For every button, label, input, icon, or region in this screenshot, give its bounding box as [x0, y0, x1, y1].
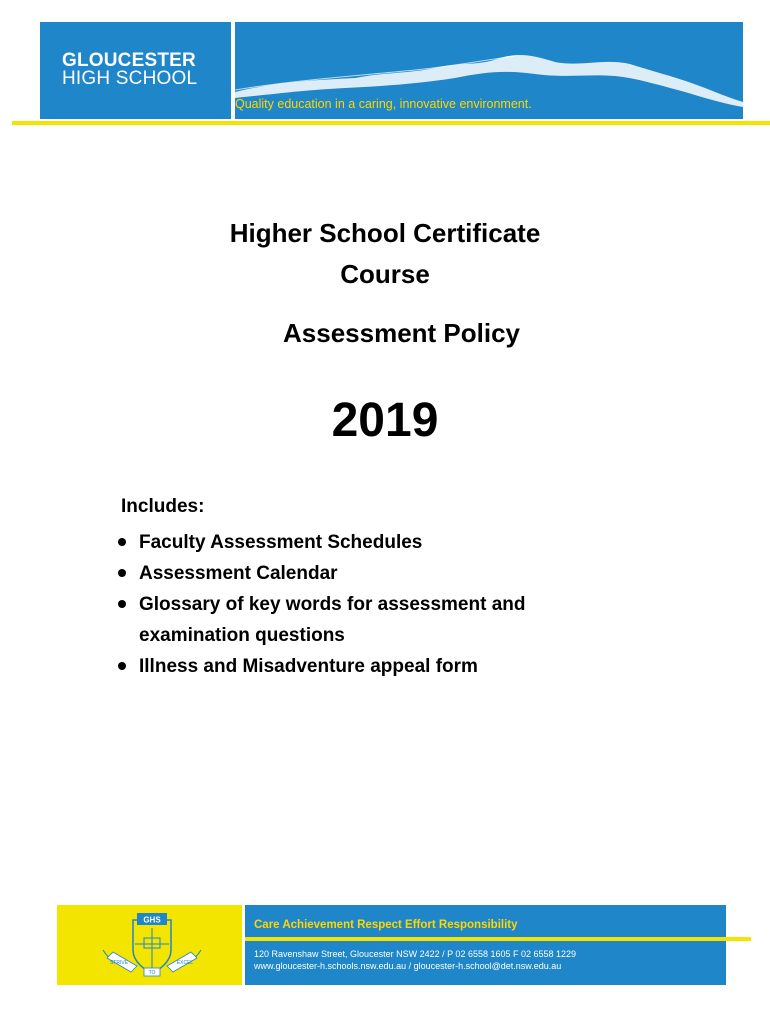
tagline: Quality education in a caring, innovative environment. — [235, 97, 532, 111]
list-item-text: Assessment Calendar — [139, 563, 338, 584]
document-year: 2019 — [331, 394, 439, 447]
document-subtitle: Assessment Policy — [283, 318, 521, 348]
includes-heading: Includes: — [121, 496, 205, 517]
school-name — [62, 52, 197, 88]
footer-info-panel — [245, 905, 726, 985]
list-item-text: Illness and Misadventure appeal form — [139, 656, 478, 677]
bullet-icon — [118, 569, 126, 577]
school-name-line2: HIGH SCHOOL — [62, 68, 198, 89]
list-item-text: Glossary of key words for assessment and examination questions — [139, 594, 526, 646]
school-crest-icon — [97, 910, 207, 982]
crest-label: GHS — [143, 915, 161, 925]
includes-list — [115, 527, 615, 682]
school-name-line1: GLOUCESTER — [62, 50, 196, 71]
list-item — [115, 589, 615, 651]
list-item — [115, 558, 615, 589]
school-contact-web: www.gloucester-h.schools.nsw.edu.au / gloucester-h.school@det.nsw.edu.au — [254, 961, 562, 971]
document-title-line1: Higher School Certificate — [229, 218, 541, 248]
school-address: 120 Ravenshaw Street, Gloucester NSW 2422 / P 02 6558 1605 F 02 6558 1229 — [254, 949, 577, 959]
list-item — [115, 527, 615, 558]
bullet-icon — [118, 538, 126, 546]
crest-motto-left: STRIVE — [109, 960, 129, 966]
list-item-text: Faculty Assessment Schedules — [139, 532, 423, 553]
footer-crest-panel — [57, 905, 242, 985]
header-banner — [0, 0, 770, 130]
crest-motto-mid: TO — [148, 970, 156, 976]
bullet-icon — [118, 600, 126, 608]
footer-divider-line — [245, 937, 751, 941]
list-item — [115, 651, 615, 682]
school-logo — [40, 22, 231, 119]
school-values: Care Achievement Respect Effort Responsibility — [254, 919, 518, 931]
header-divider-line — [12, 121, 770, 125]
document-title-line2: Course — [340, 259, 430, 289]
bullet-icon — [118, 662, 126, 670]
crest-motto-right: EXCEL — [176, 960, 194, 966]
tagline-panel — [235, 22, 743, 119]
